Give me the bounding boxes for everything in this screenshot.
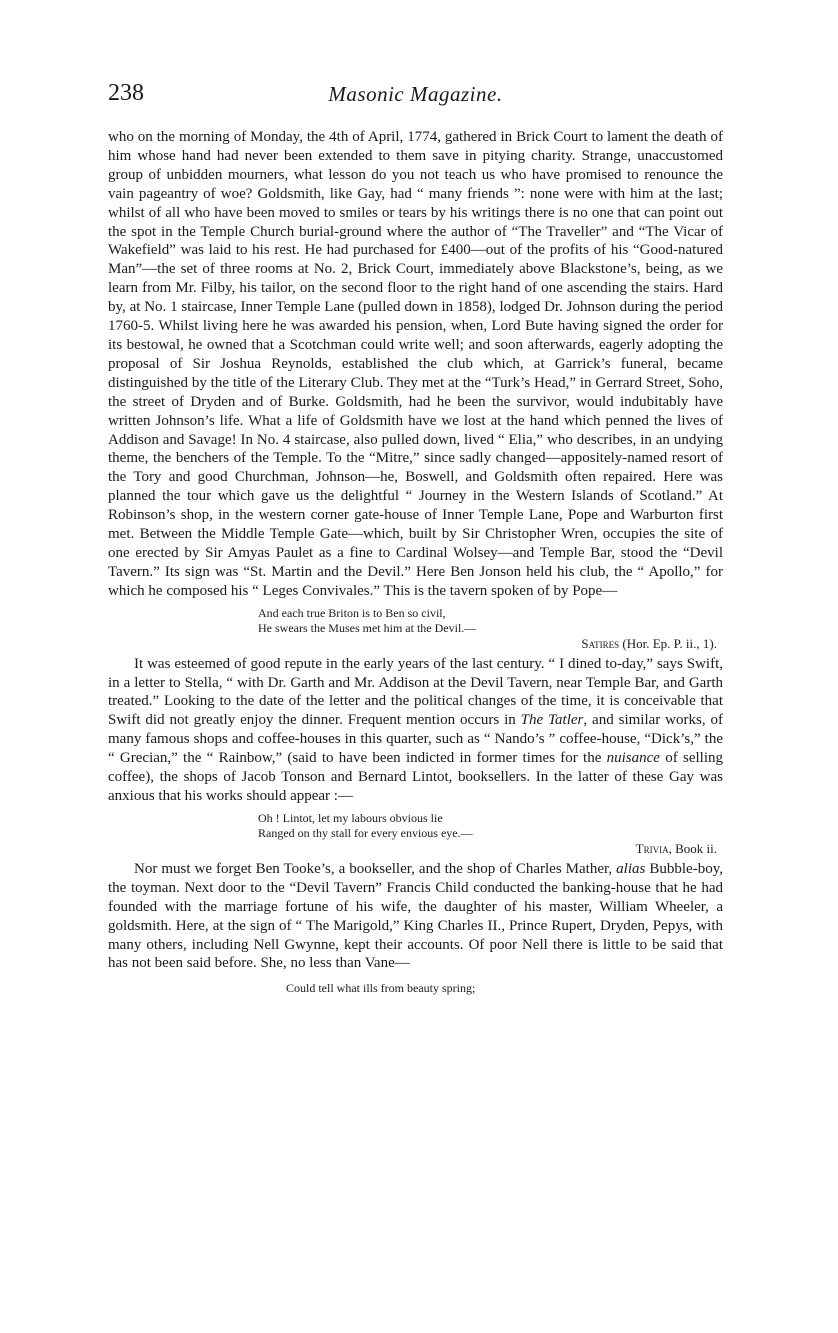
- verse-citation: Trivia, Book ii.: [635, 840, 717, 856]
- verse-line: He swears the Muses met him at the Devil.—: [258, 620, 477, 635]
- paragraph-child-bank: Nor must we forget Ben Tooke’s, a bookseller, and the shop of Charles Mather, alias Bubble-boy, the toyman. Next door to the “Devil Tavern” Francis Child conducted the banking-house that he had founded with the marriage fortune of his wife, the daughter of his master, William Wheeler, a goldsmith. Here, at the sign of “ The Marigold,” King Charles II., Prince Rupert, Dryden, Pepys, with many others, including Nell Gwynne, kept their accounts. Of poor Nell there is little to be said that has not been said before. She, no less than Vane—: [108, 860, 723, 972]
- verse-quote-gay: [108, 811, 723, 856]
- page-header: [108, 80, 723, 110]
- article-body: [108, 128, 723, 996]
- paragraph-goldsmith: who on the morning of Monday, the 4th of April, 1774, gathered in Brick Court to lament the death of him whose hand had never been extended to them save in pitying charity. Strange, unaccustomed group of unbidden mourners, what lesson do you not teach us who have promised to renounce the vain pageantry of woe? Goldsmith, like Gay, had “ many friends ”: none were with him at the last; whilst of all who have been moved to smiles or tears by his writings there is no one that can point out the spot in the Temple Church burial-ground where the author of “The Traveller” and “The Vicar of Wakefield” was laid to his rest. He had purchased for £400—out of the profits of his “Good-natured Man”—the set of three rooms at No. 2, Brick Court, immediately above Blackstone’s, being, as we learn from Mr. Filby, his tailor, on the second floor to the right hand of one ascending the stairs. Hard by, at No. 1 staircase, Inner Temple Lane (pulled down in 1858), lodged Dr. Johnson during the period 1760-5. Whilst living here he was awarded his pension, when, Lord Bute having signed the order for its bestowal, he owned that a Scotchman could write well; and soon afterwards, eagerly adopting the proposal of Sir Joshua Reynolds, established the club which, at Garrick’s funeral, became distinguished by the title of the Literary Club. They met at the “Turk’s Head,” in Gerrard Street, Soho, the street of Dryden and of Burke. Goldsmith, had he been the survivor, would indubitably have written Johnson’s life. What a life of Goldsmith have we lost at the hand which penned the lives of Addison and Savage! In No. 4 staircase, also pulled down, lived “ Elia,” who describes, in an undying theme, the benchers of the Temple. To the “Mitre,” since sadly changed—appositely-named resort of the Tory and good Churchman, Johnson—he, Boswell, and Goldsmith often repaired. Here was planned the tour which gave us the delightful “ Journey in the Western Islands of Scotland.” At Robinson’s shop, in the western corner gate-house of Inner Temple Lane, Pope and Warburton first met. Between the Middle Temple Gate—which, built by Sir Christopher Wren, occupies the site of one erected by Sir Amyas Paulet as a fine to Cardinal Wolsey—and Temple Bar, stood the “Devil Tavern.” Its sign was “St. Martin and the Devil.” Here Ben Jonson held his club, the “ Apollo,” for which he composed his “ Leges Convivales.” This is the tavern spoken of by Pope—: [108, 129, 723, 599]
- verse-line: Ranged on thy stall for every envious eye.—: [258, 825, 473, 840]
- paragraph-swift: It was esteemed of good repute in the early years of the last century. “ I dined to-day,” says Swift, in a letter to Stella, “ with Dr. Garth and Mr. Addison at the Devil Tavern, near Temple Bar, and Garth treated.” Looking to the date of the letter and the political changes of the time, it is conceivable that Swift did not greatly enjoy the dinner. Frequent mention occurs in The Tatler, and similar works, of many famous shops and coffee-houses in this quarter, such as “ Nando’s ” coffee-house, “Dick’s,” the “ Grecian,” the “ Rainbow,” (said to have been indicted in former times for the nuisance of selling coffee), the shops of Jacob Tonson and Bernard Lintot, booksellers. In the latter of these Gay was anxious that his works should appear :—: [108, 655, 724, 804]
- page-number: 238: [108, 80, 144, 106]
- page: [108, 80, 723, 1000]
- verse-line: Could tell what ills from beauty spring;: [286, 981, 476, 996]
- verse-quote-pope: [108, 606, 723, 651]
- verse-line: Oh ! Lintot, let my labours obvious lie: [258, 810, 443, 825]
- running-title: Masonic Magazine.: [328, 82, 503, 106]
- verse-quote-vane: [108, 981, 723, 996]
- verse-line: And each true Briton is to Ben so civil,: [258, 605, 446, 620]
- verse-citation: Satires (Hor. Ep. P. ii., 1).: [581, 635, 717, 651]
